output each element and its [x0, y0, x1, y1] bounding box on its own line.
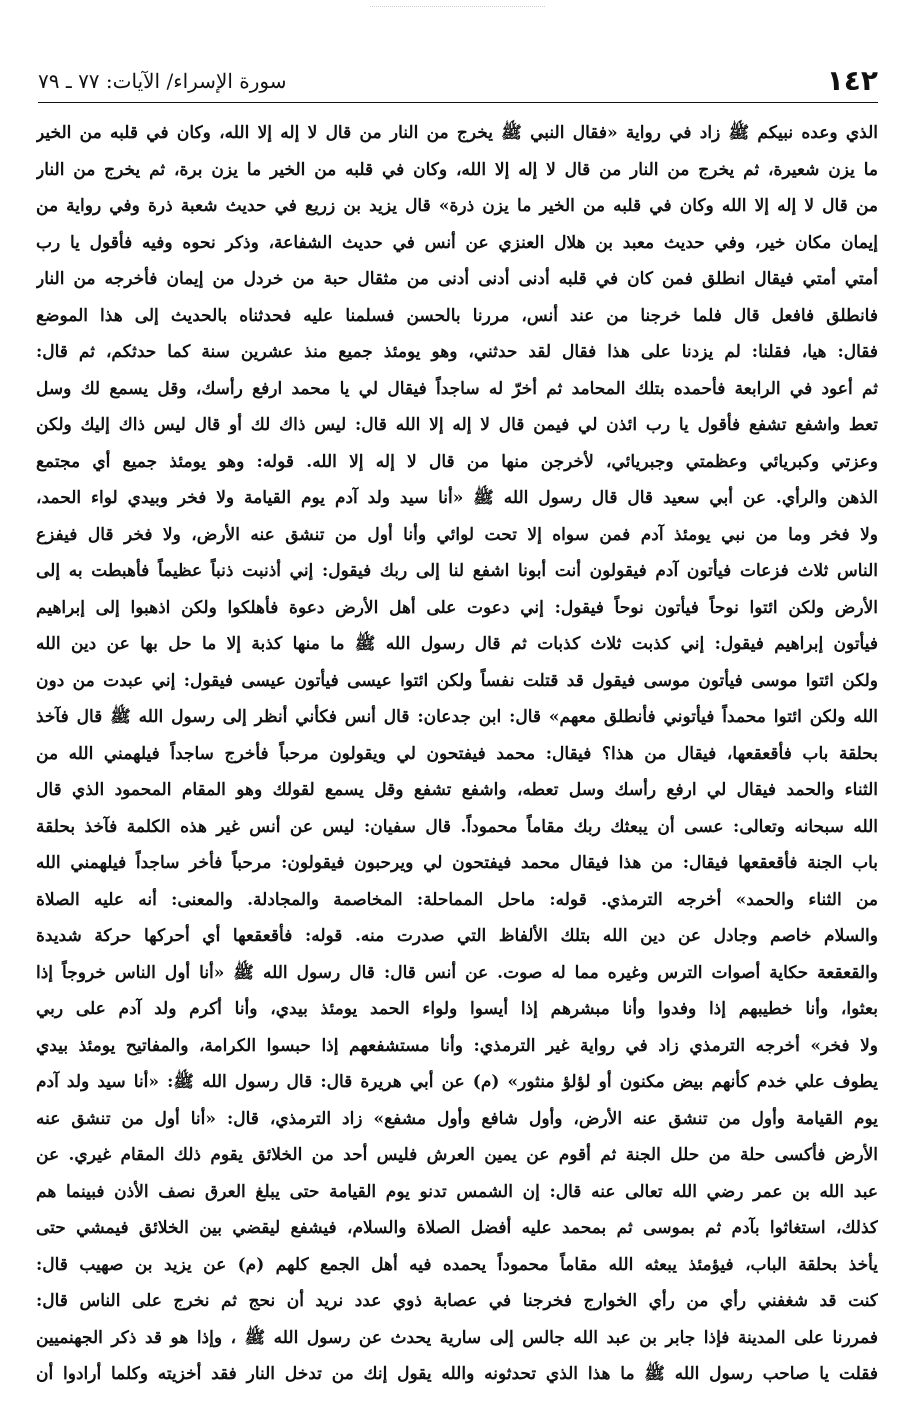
- text-line: فمررنا على المدينة فإذا جابر بن عبد الله جالس إلى سارية يحدث عن رسول الله ﷺ ، وإذا هو قد ذكر الجهنميين: [36, 1327, 878, 1348]
- text-line: الذهن والرأي. عن أبي سعيد قال قال رسول الله ﷺ «أنا سيد ولد آدم يوم القيامة ولا فخر وبيدي لواء الحمد،: [36, 488, 878, 508]
- text-line: والقعقعة حكاية أصوات الترس وغيره مما له صوت. عن أنس قال: قال رسول الله ﷺ «أنا أول الناس خروجاً إذا: [36, 962, 878, 983]
- text-line: ولا فخر» أخرجه الترمذي زاد في رواية غير الترمذي: وأنا مستشفعهم إذا حبسوا الكرامة، والمفاتيح يومئذ بيدي: [36, 1035, 878, 1056]
- page-header: [38, 62, 878, 102]
- text-line: كنت قد شغفني رأي من رأي الخوارج فخرجنا في عصابة ذوي عدد نريد أن نحج ثم نخرج على الناس قال:: [36, 1291, 878, 1311]
- text-line: يطوف علي خدم كأنهم بيض مكنون أو لؤلؤ منثور» (م) عن أبي هريرة قال: قال رسول الله ﷺ: «أنا سيد ولد آدم: [36, 1072, 878, 1092]
- scan-top-marks: [370, 6, 545, 10]
- text-line: فانطلق فافعل قال فلما خرجنا من عند أنس، مررنا بالحسن فسلمنا عليه فحدثناه بالحديث إلى هذا الموضع: [36, 305, 878, 326]
- text-line: أمتي أمتي فيقال انطلق فمن كان في قلبه أدنى أدنى أدنى من مثقال حبة من خردل من إيمان فأخرجه من النار: [36, 269, 878, 289]
- text-line: يوم القيامة وأول من تنشق عنه الأرض، وأول شافع وأول مشفع» زاد الترمذي، قال: «أنا أول من تنشق عنه: [36, 1108, 878, 1129]
- text-line: يأخذ بحلقة الباب، فيؤمئذ يبعثه الله مقاماً محموداً يحمده فيه أهل الجمع كلهم (م) عن يزيد بن صهيب قال:: [36, 1254, 878, 1275]
- text-line: ولكن ائتوا موسى فيأتون موسى فيقول قد قتلت نفساً ولكن ائتوا عيسى فيأتون عيسى فيقول: إني عبدت من دون: [36, 670, 878, 691]
- text-line: الذي وعده نبيكم ﷺ زاد في رواية «فقال النبي ﷺ يخرج من النار من قال لا إله إلا الله، وكان في قلبه من الخير: [36, 123, 878, 143]
- text-line: والسلام خاصم وجادل عن دين الله بتلك الألفاظ التي صدرت منه. قوله: فأقعقعها أي أحركها حركة شديدة: [36, 926, 878, 946]
- text-line: الثناء والحمد فيقال لي ارفع رأسك وسل تعطه، واشفع تشفع وقل يسمع لقولك وهو المقام المحمود الذي قال: [36, 780, 878, 800]
- text-line: الأرض ولكن ائتوا نوحاً فيأتون نوحاً فيقول: إني دعوت على أهل الأرض دعوة فأهلكوا ولكن اذهبوا إلى إبراهيم: [36, 597, 878, 618]
- page-number: ١٤٢: [826, 64, 878, 97]
- text-line: الناس ثلاث فزعات فيأتون آدم فيقولون أنت أبونا اشفع لنا إلى ربك فيقول: إني أذنبت ذنباً عظيماً فأهبطت به إلى: [36, 561, 878, 581]
- text-line: بعثوا، وأنا خطيبهم إذا وفدوا وأنا مبشرهم إذا أيسوا ولواء الحمد يومئذ بيدي، وأنا أكرم ولد آدم على ربي: [36, 999, 878, 1019]
- body-text: [36, 115, 878, 1393]
- text-line: إيمان مكان خير، وفي حديث معبد بن هلال العنزي عن أنس في حديث الشفاعة، وذكر نحوه وفيه فأقول يا رب: [36, 232, 878, 253]
- text-line: تعط واشفع تشفع فأقول يا رب ائذن لي فيمن قال لا إله إلا الله قال: ليس ذاك لك أو قال ليس ذاك إليك ولكن: [36, 415, 878, 435]
- text-line: الله ولكن ائتوا محمداً فيأتوني فأنطلق معهم» قال: ابن جدعان: قال أنس فكأني أنظر إلى رسول الله ﷺ قال فآخذ: [36, 707, 878, 727]
- text-line: بحلقة باب فأقعقعها، فيقال من هذا؟ فيقال: محمد فيفتحون لي ويقولون مرحباً فأخرج ساجداً فيلهمني الله من: [36, 743, 878, 764]
- text-line: الأرض فأكسى حلة من حلل الجنة ثم أقوم عن يمين العرش فليس أحد من الخلائق يقوم ذلك المقام غيري. عن: [36, 1145, 878, 1165]
- text-line: باب الجنة فأقعقعها فيقال: من هذا فيقال محمد فيفتحون لي ويرحبون فيقولون: مرحباً فأخر ساجداً فيلهمني الله: [36, 853, 878, 873]
- text-line: كذلك، استغاثوا بآدم ثم بموسى ثم بمحمد عليه أفضل الصلاة والسلام، فيشفع ليقضي بين الخلائق فيمشي حتى: [36, 1218, 878, 1238]
- text-line: وعزتي وكبريائي وعظمتي وجبريائي، لأخرجن منها من قال لا إله إلا الله. قوله: وهو يومئذ جميع أي مجتمع: [36, 451, 878, 472]
- text-line: ولا فخر وما من نبي يومئذ آدم فمن سواه إلا تحت لوائي وأنا أول من تنشق عنه الأرض، ولا فخر قال فيفزع: [36, 524, 878, 545]
- running-title: سورة الإسراء/ الآيات: ٧٧ ـ ٧٩: [38, 69, 287, 93]
- text-line: عبد الله بن عمر رضي الله تعالى عنه قال: إن الشمس تدنو يوم القيامة حتى يبلغ العرق نصف الأذن فبينما هم: [36, 1181, 878, 1202]
- text-line: ما يزن شعيرة، ثم يخرج من النار من قال لا إله إلا الله، وكان في قلبه من الخير ما يزن برة، ثم يخرج من النار: [36, 159, 878, 180]
- text-line: الله سبحانه وتعالى: عسى أن يبعثك ربك مقاماً محموداً. قال سفيان: ليس عن أنس غير هذه الكلمة فآخذ بحلقة: [36, 816, 878, 837]
- text-line: فقلت يا صاحب رسول الله ﷺ ما هذا الذي تحدثونه والله يقول إنك من تدخل النار فقد أخزيته وكلما أرادوا أن: [36, 1364, 878, 1384]
- text-line: من قال لا إله إلا الله وكان في قلبه من الخير ما يزن ذرة» قال يزيد بن زريع في حديث شعبة ذرة وفي رواية من: [36, 196, 878, 216]
- text-line: من الثناء والحمد» أخرجه الترمذي. قوله: ماحل المماحلة: المخاصمة والمجادلة. والمعنى: أنه عليه الصلاة: [36, 889, 878, 910]
- text-line: فقال: هيا، فقلنا: لم يزدنا على هذا فقال لقد حدثني، وهو يومئذ جميع منذ عشرين سنة كما حدثكم، ثم قال:: [36, 342, 878, 362]
- text-line: ثم أعود في الرابعة فأحمده بتلك المحامد ثم أخرّ له ساجداً فيقال لي يا محمد ارفع رأسك، وقل يسمع لك وسل: [36, 378, 878, 399]
- text-line: فيأتون إبراهيم فيقول: إني كذبت ثلاث كذبات ثم قال رسول الله ﷺ ما منها كذبة إلا ما حل بها عن دين الله: [36, 634, 878, 654]
- header-rule: [38, 102, 878, 103]
